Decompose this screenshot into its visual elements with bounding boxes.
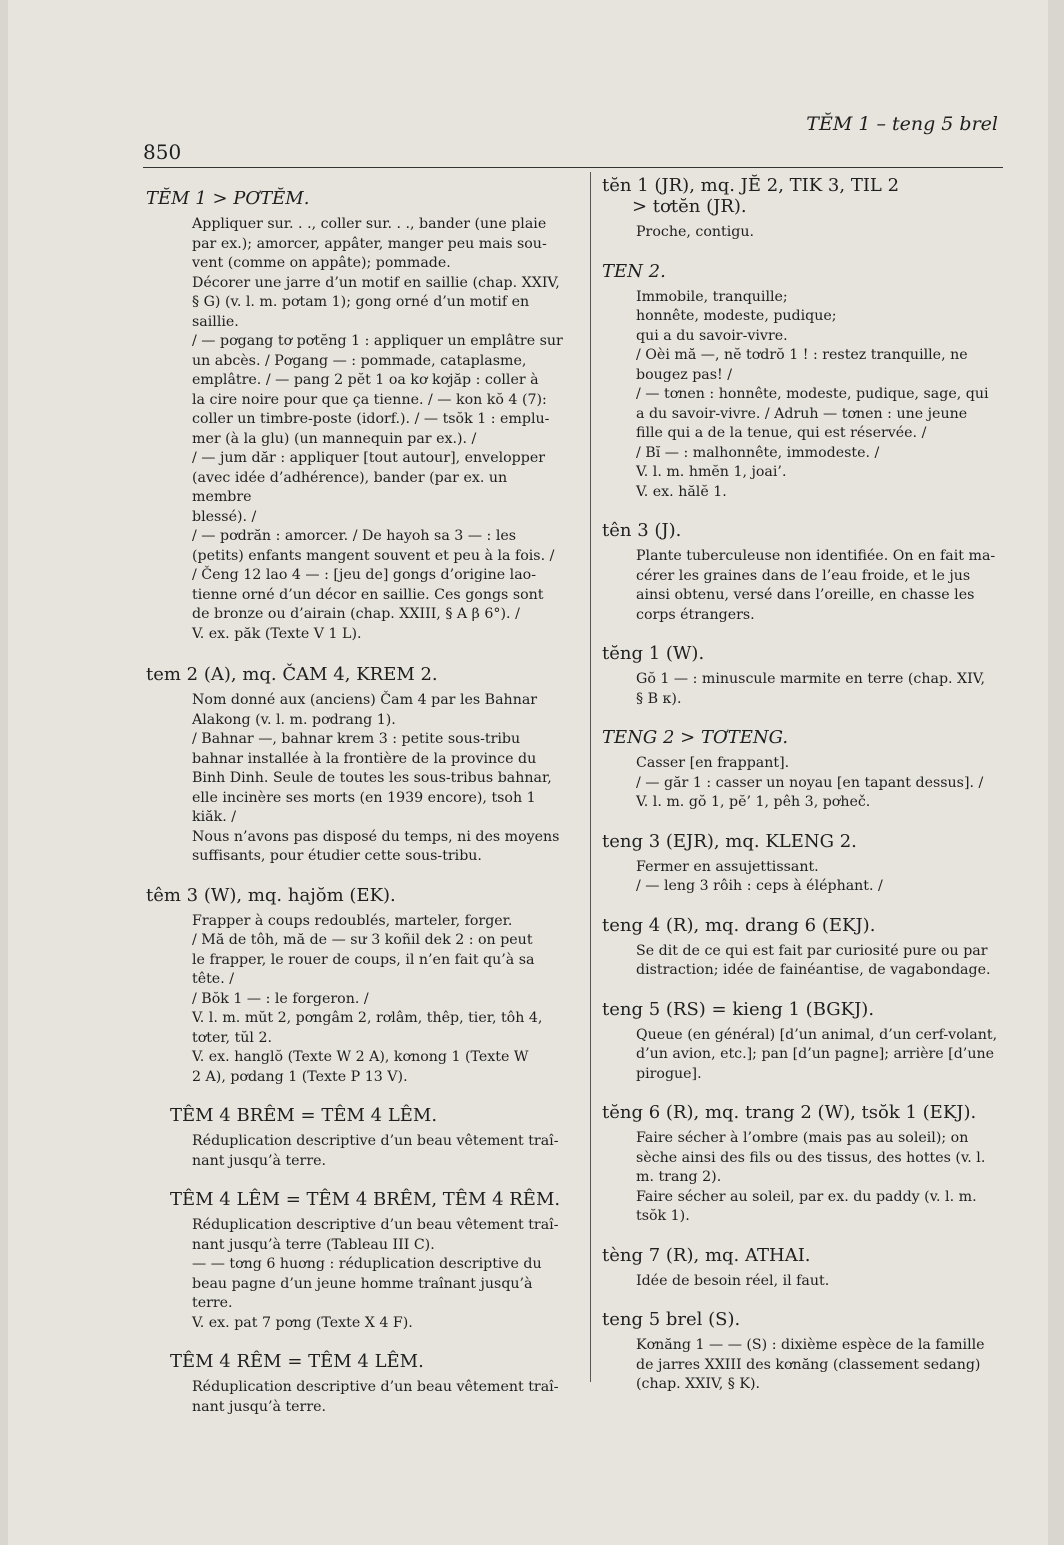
entry-body: Frapper à coups redoublés, marteler, forger. / Mă de tôh, mă de — sư 3 koñil dek 2 : on peut le frapper, le rouer de coups, il n’en fait qu’à sa tête. / / Bŏk 1 — : le forgeron. / V. l. m. mŭt 2, pơngâm 2, rơlâm, thêp, tier, tôh 4, tơter, tŭl 2. V. ex. hanglŏ (Texte W 2 A), kơnong 1 (Texte W 2 A), pơdang 1 (Texte P 13 V). [192, 912, 543, 1085]
headword: TĔM 1 > PƠTĔM. [146, 188, 310, 209]
dictionary-page [8, 0, 1048, 1545]
entry-teng7 [602, 1245, 1004, 1292]
headword: teng 5 brel (S). [602, 1309, 741, 1330]
entry-body: Idée de besoin réel, il faut. [636, 1272, 830, 1289]
entry-tem4-brem [146, 1105, 566, 1171]
entry-body: Immobile, tranquille; honnête, modeste, pudique; qui a du savoir-vivre. / Oèi mă —, nĕ tơdrŏ 1 ! : restez tranquille, ne bougez pas! / / — tơnen : honnête, modeste, pudique, sage, qui a du savoir-vivre. / Adruh — tơnen : une jeune fille qui a de la tenue, qui est réservée. / / Bĭ — : malhonnête, immodeste. / V. l. m. hmĕn 1, joai’. V. ex. hălĕ 1. [636, 288, 989, 500]
page-number: 850 [143, 140, 182, 164]
headword: tĕng 1 (W). [602, 643, 705, 664]
headword: TÊM 4 LÊM = TÊM 4 BRÊM, TÊM 4 RÊM. [170, 1189, 561, 1210]
entry-body: Plante tuberculeuse non identifiée. On en fait ma- cérer les graines dans de l’eau froide, et le jus ainsi obtenu, versé dans l’oreille, en chasse les corps étrangers. [636, 548, 996, 623]
entry-body: Queue (en général) [d’un animal, d’un cerf-volant, d’un avion, etc.]; pan [d’un pagne]; arrière [d’une pirogue]. [636, 1026, 998, 1082]
entry-teng6 [602, 1102, 1004, 1227]
entry-tem4-lem [146, 1189, 566, 1333]
entry-body: Se dit de ce qui est fait par curiosité pure ou par distraction; idée de fainéantise, de vagabondage. [636, 942, 991, 978]
entry-ten2 [602, 261, 1004, 503]
entry-teng1 [602, 643, 1004, 709]
running-head: TĔM 1 – teng 5 brel [806, 113, 998, 135]
entry-body: Nom donné aux (anciens) Čam 4 par les Bahnar Alakong (v. l. m. pơdrang 1). / Bahnar —, bahnar krem 3 : petite sous-tribu bahnar installée à la frontière de la province du Binh Dinh. Seule de toutes les sous-tribus bahnar, elle incinère ses morts (en 1939 encore), tsoh 1 kiăk. / Nous n’avons pas disposé du temps, ni des moyens suffisants, pour étudier cette sous-tribu. [192, 692, 560, 864]
entry-tem1 [146, 188, 566, 644]
headword: tĕng 6 (R), mq. trang 2 (W), tsŏk 1 (EKJ). [602, 1102, 977, 1123]
entry-body: Gŏ 1 — : minuscule marmite en terre (chap. XIV, § B κ). [636, 671, 986, 707]
entry-tem3 [146, 885, 566, 1088]
headword: tèng 7 (R), mq. ATHAI. [602, 1244, 811, 1266]
headword-cross-ref: > tơtĕn (JR). [632, 196, 747, 217]
entry-teng3 [602, 831, 1004, 897]
entry-tem2 [146, 664, 566, 867]
entry-body: Appliquer sur. . ., coller sur. . ., bander (une plaie par ex.); amorcer, appâter, manger peu mais sou- vent (comme on appâte); pommade. Décorer une jarre d’un motif en saillie (chap. XXIV, § G) (v. l. m. pơtam 1); gong orné d’un motif en saillie. / — pơgang tơ pơtĕng 1 : appliquer un emplâtre sur un abcès. / Pơgang — : pommade, cataplasme, emplâtre. / — pang 2 pĕt 1 oa kơ kơjăp : coller à la cire noire pour que ça tienne. / — kon kŏ 4 (7): coller un timbre-poste (idorf.). / — tsŏk 1 : emplu- mer (à la glu) (un mannequin par ex.). / / — jum dăr : appliquer [tout autour], envelopper (avec idée d’adhérence), bander (par ex. un membre blessé). / / — pơdrăn : amorcer. / De hayoh sa 3 — : les (petits) enfants mangent souvent et peu à la fois. / / Čeng 12 lao 4 — : [jeu de] gongs d’origine lao- tienne orné d’un décor en saillie. Ces gongs sont de bronze ou d’airain (chap. XXIII, § A β 6°). / V. ex. păk (Texte V 1 L). [192, 216, 563, 642]
entry-body: Casser [en frappant]. / — găr 1 : casser un noyau [en tapant dessus]. / V. l. m. gŏ 1, pĕ’ 1, pêh 3, pơheč. [636, 755, 984, 810]
entry-body: Réduplication descriptive d’un beau vêtement traî- nant jusqu’à terre (Tableau III C). — — tơng 6 huơng : réduplication descriptive du beau pagne d’un jeune homme traînant jusqu’à terre. V. ex. pat 7 pơng (Texte X 4 F). [192, 1217, 559, 1331]
right-column [602, 175, 1004, 1413]
entry-body: Faire sécher à l’ombre (mais pas au soleil); on sèche ainsi des fils ou des tissus, des hottes (v. l. m. trang 2). Faire sécher au soleil, par ex. du paddy (v. l. m. tsŏk 1). [636, 1130, 986, 1224]
headword: TÊM 4 RÊM = TÊM 4 LÊM. [170, 1351, 424, 1372]
left-column [146, 188, 566, 1435]
headword: têm 3 (W), mq. hajŏm (EK). [146, 884, 396, 906]
headword: teng 3 (EJR), mq. KLENG 2. [602, 830, 857, 852]
headword: teng 5 (RS) = kieng 1 (BGKJ). [602, 998, 875, 1020]
entry-body: Fermer en assujettissant. / — leng 3 rôih : ceps à éléphant. / [636, 858, 883, 894]
entry-teng5 [602, 999, 1004, 1085]
column-divider [590, 172, 591, 1382]
headword: TENG 2 > TƠTENG. [602, 727, 789, 748]
header-rule [143, 167, 1003, 168]
headword: TÊM 4 BRÊM = TÊM 4 LÊM. [170, 1105, 438, 1126]
entry-body: Proche, contigu. [636, 224, 754, 240]
headword: TEN 2. [602, 260, 666, 282]
entry-ten3 [602, 520, 1004, 625]
entry-tem4-rem [146, 1351, 566, 1417]
entry-teng2 [602, 727, 1004, 813]
headword: teng 4 (R), mq. drang 6 (EKJ). [602, 914, 876, 936]
entry-teng5-brel [602, 1309, 1004, 1395]
entry-body: Kơnăng 1 — — (S) : dixième espèce de la famille de jarres XXIII des kơnăng (classement sedang) (chap. XXIV, § K). [636, 1337, 985, 1392]
headword: tĕn 1 (JR), mq. JĔ 2, TIK 3, TIL 2 [602, 175, 900, 196]
entry-body: Réduplication descriptive d’un beau vêtement traî- nant jusqu’à terre. [192, 1133, 559, 1169]
headword: tem 2 (A), mq. ČAM 4, KREM 2. [146, 664, 438, 685]
headword: tên 3 (J). [602, 520, 682, 541]
entry-body: Réduplication descriptive d’un beau vêtement traî- nant jusqu’à terre. [192, 1379, 559, 1415]
entry-teng4 [602, 915, 1004, 981]
entry-ten1 [602, 175, 1004, 243]
